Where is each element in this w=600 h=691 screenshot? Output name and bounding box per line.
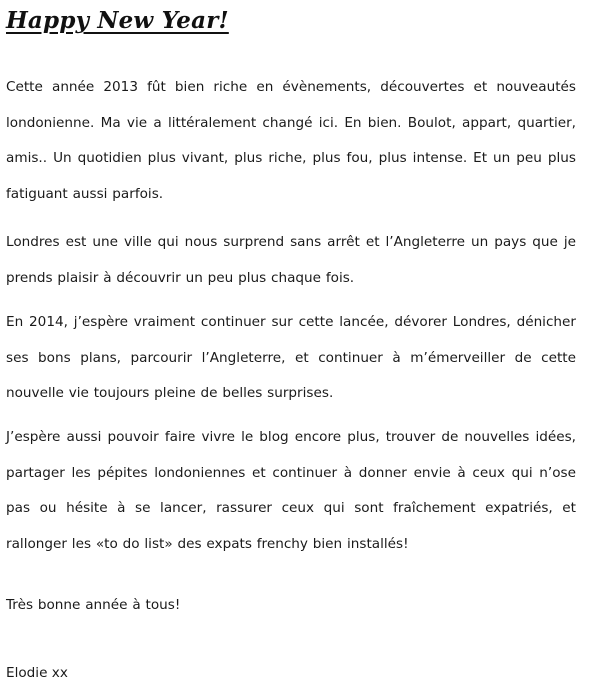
paragraph-london: Londres est une ville qui nous surprend sans arrêt et l’Angleterre un pays que je prends plaisir à découvrir un peu plus chaque fois. [6,234,576,286]
paragraph-greeting: Très bonne année à tous! [6,597,181,613]
paragraph-year-recap: Cette année 2013 fût bien riche en évènements, découvertes et nouveautés londonienne. Ma vie a littéralement changé ici. En bien. Boulot, appart, quartier, amis.. Un quotidien plus vivant, plus riche, plus fou, plus intense. Et un peu plus fatiguant aussi parfois. [6,79,576,202]
paragraph-2014-wishes: En 2014, j’espère vraiment continuer sur cette lancée, dévorer Londres, dénicher ses bons plans, parcourir l’Angleterre, et continuer à m’émerveiller de cette nouvelle vie toujours pleine de belles surprises. [6,314,576,402]
letter-title: Happy New Year! [6,7,229,34]
signature: Elodie xx [6,665,68,681]
paragraph-blog-plans: J’espère aussi pouvoir faire vivre le blog encore plus, trouver de nouvelles idées, partager les pépites londoniennes et continuer à donner envie à ceux qui n’ose pas ou hésite à se lancer, rassurer ceux qui sont fraîchement expatriés, et rallonger les «to do list» des expats frenchy bien installés! [6,429,576,552]
